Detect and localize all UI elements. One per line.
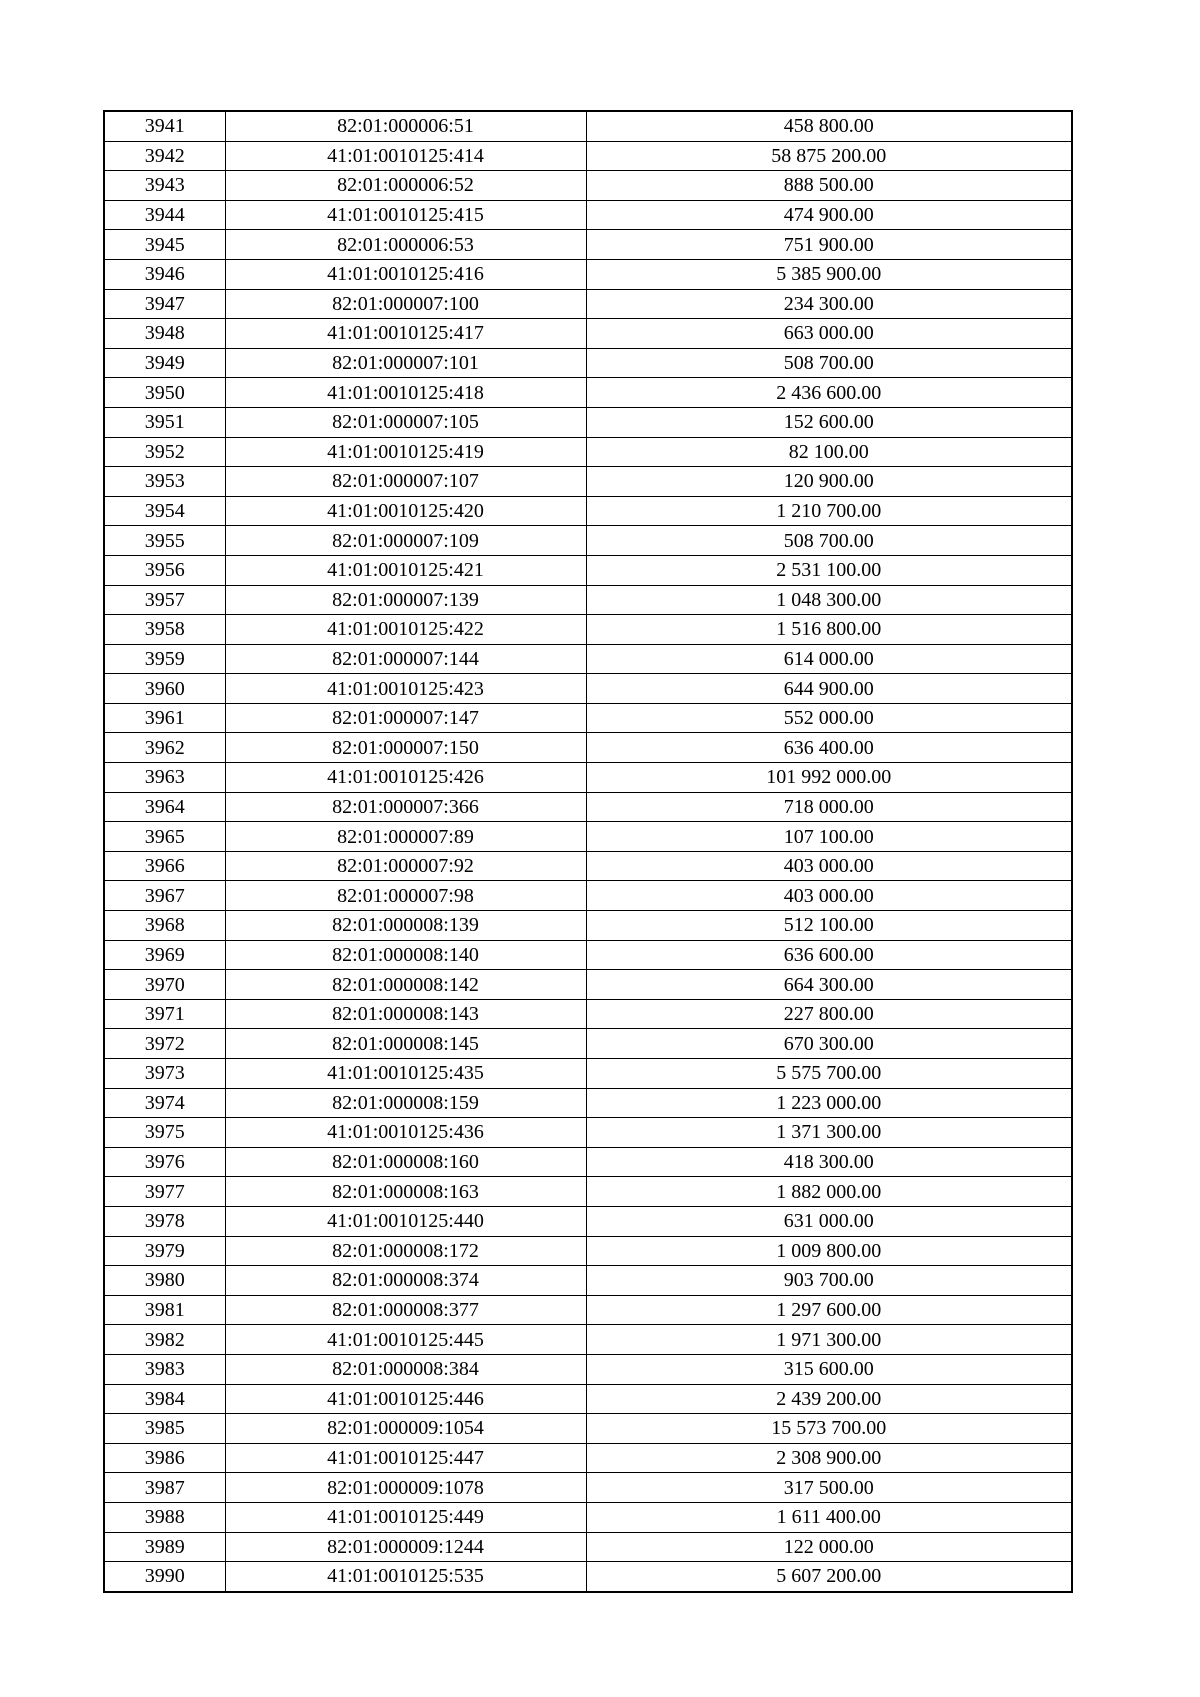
table-row (104, 940, 1072, 970)
cadastral-number-cell: 41:01:0010125:418 (225, 378, 586, 408)
cadastral-number-cell: 82:01:000007:366 (225, 792, 586, 822)
cadastral-number-cell: 82:01:000007:109 (225, 526, 586, 556)
table-row (104, 1059, 1072, 1089)
row-number-cell: 3975 (104, 1118, 225, 1148)
value-cell: 1 882 000.00 (586, 1177, 1072, 1207)
table-row (104, 1266, 1072, 1296)
cadastral-number-cell: 82:01:000007:89 (225, 822, 586, 852)
row-number-cell: 3963 (104, 763, 225, 793)
row-number-cell: 3986 (104, 1443, 225, 1473)
table-row (104, 200, 1072, 230)
row-number-cell: 3983 (104, 1354, 225, 1384)
table-row (104, 1177, 1072, 1207)
value-cell: 2 308 900.00 (586, 1443, 1072, 1473)
row-number-cell: 3952 (104, 437, 225, 467)
cadastral-number-cell: 82:01:000007:105 (225, 407, 586, 437)
row-number-cell: 3972 (104, 1029, 225, 1059)
value-cell: 120 900.00 (586, 467, 1072, 497)
value-cell: 234 300.00 (586, 289, 1072, 319)
row-number-cell: 3980 (104, 1266, 225, 1296)
cadastral-number-cell: 82:01:000007:92 (225, 851, 586, 881)
cadastral-number-cell: 41:01:0010125:435 (225, 1059, 586, 1089)
row-number-cell: 3960 (104, 674, 225, 704)
cadastral-number-cell: 41:01:0010125:416 (225, 259, 586, 289)
cadastral-number-cell: 82:01:000008:143 (225, 999, 586, 1029)
row-number-cell: 3984 (104, 1384, 225, 1414)
table-row (104, 1414, 1072, 1444)
value-cell: 5 575 700.00 (586, 1059, 1072, 1089)
row-number-cell: 3953 (104, 467, 225, 497)
value-cell: 458 800.00 (586, 111, 1072, 141)
cadastral-number-cell: 82:01:000008:377 (225, 1295, 586, 1325)
row-number-cell: 3959 (104, 644, 225, 674)
table-row (104, 1118, 1072, 1148)
value-cell: 1 297 600.00 (586, 1295, 1072, 1325)
row-number-cell: 3988 (104, 1502, 225, 1532)
value-cell: 903 700.00 (586, 1266, 1072, 1296)
table-row (104, 1532, 1072, 1562)
table-body (104, 111, 1072, 1592)
cadastral-number-cell: 41:01:0010125:415 (225, 200, 586, 230)
table-row (104, 615, 1072, 645)
table-row (104, 1562, 1072, 1592)
value-cell: 718 000.00 (586, 792, 1072, 822)
value-cell: 614 000.00 (586, 644, 1072, 674)
row-number-cell: 3990 (104, 1562, 225, 1592)
row-number-cell: 3976 (104, 1147, 225, 1177)
value-cell: 474 900.00 (586, 200, 1072, 230)
table-row (104, 348, 1072, 378)
value-cell: 1 971 300.00 (586, 1325, 1072, 1355)
cadastral-number-cell: 82:01:000007:101 (225, 348, 586, 378)
cadastral-number-cell: 82:01:000007:147 (225, 703, 586, 733)
row-number-cell: 3949 (104, 348, 225, 378)
cadastral-number-cell: 41:01:0010125:436 (225, 1118, 586, 1148)
table-row (104, 763, 1072, 793)
cadastral-number-cell: 41:01:0010125:445 (225, 1325, 586, 1355)
value-cell: 15 573 700.00 (586, 1414, 1072, 1444)
row-number-cell: 3947 (104, 289, 225, 319)
row-number-cell: 3979 (104, 1236, 225, 1266)
cadastral-number-cell: 41:01:0010125:449 (225, 1502, 586, 1532)
row-number-cell: 3968 (104, 911, 225, 941)
table-row (104, 1384, 1072, 1414)
cadastral-number-cell: 82:01:000007:100 (225, 289, 586, 319)
row-number-cell: 3945 (104, 230, 225, 260)
value-cell: 82 100.00 (586, 437, 1072, 467)
cadastral-number-cell: 41:01:0010125:440 (225, 1206, 586, 1236)
row-number-cell: 3969 (104, 940, 225, 970)
cadastral-number-cell: 82:01:000006:51 (225, 111, 586, 141)
table-row (104, 881, 1072, 911)
cadastral-number-cell: 82:01:000008:140 (225, 940, 586, 970)
value-cell: 403 000.00 (586, 881, 1072, 911)
value-cell: 315 600.00 (586, 1354, 1072, 1384)
row-number-cell: 3981 (104, 1295, 225, 1325)
row-number-cell: 3965 (104, 822, 225, 852)
table-row (104, 526, 1072, 556)
row-number-cell: 3956 (104, 555, 225, 585)
cadastral-number-cell: 82:01:000008:145 (225, 1029, 586, 1059)
cadastral-number-cell: 41:01:0010125:421 (225, 555, 586, 585)
cadastral-number-cell: 82:01:000008:172 (225, 1236, 586, 1266)
row-number-cell: 3973 (104, 1059, 225, 1089)
table-row (104, 555, 1072, 585)
table-row (104, 822, 1072, 852)
row-number-cell: 3970 (104, 970, 225, 1000)
value-cell: 2 531 100.00 (586, 555, 1072, 585)
table-row (104, 141, 1072, 171)
value-cell: 317 500.00 (586, 1473, 1072, 1503)
table-row (104, 467, 1072, 497)
value-cell: 5 607 200.00 (586, 1562, 1072, 1592)
value-cell: 508 700.00 (586, 348, 1072, 378)
cadastral-number-cell: 41:01:0010125:419 (225, 437, 586, 467)
row-number-cell: 3967 (104, 881, 225, 911)
cadastral-number-cell: 82:01:000008:142 (225, 970, 586, 1000)
table-row (104, 911, 1072, 941)
row-number-cell: 3977 (104, 1177, 225, 1207)
value-cell: 1 371 300.00 (586, 1118, 1072, 1148)
value-cell: 1 611 400.00 (586, 1502, 1072, 1532)
row-number-cell: 3957 (104, 585, 225, 615)
table-row (104, 792, 1072, 822)
cadastral-number-cell: 82:01:000007:139 (225, 585, 586, 615)
value-cell: 631 000.00 (586, 1206, 1072, 1236)
row-number-cell: 3946 (104, 259, 225, 289)
cadastral-number-cell: 82:01:000007:150 (225, 733, 586, 763)
value-cell: 5 385 900.00 (586, 259, 1072, 289)
cadastral-number-cell: 82:01:000008:163 (225, 1177, 586, 1207)
table-row (104, 851, 1072, 881)
table-row (104, 1473, 1072, 1503)
row-number-cell: 3989 (104, 1532, 225, 1562)
table-row (104, 970, 1072, 1000)
value-cell: 403 000.00 (586, 851, 1072, 881)
row-number-cell: 3974 (104, 1088, 225, 1118)
table-row (104, 644, 1072, 674)
row-number-cell: 3942 (104, 141, 225, 171)
value-cell: 122 000.00 (586, 1532, 1072, 1562)
table-row (104, 496, 1072, 526)
table-row (104, 1147, 1072, 1177)
value-cell: 552 000.00 (586, 703, 1072, 733)
value-cell: 663 000.00 (586, 319, 1072, 349)
value-cell: 1 516 800.00 (586, 615, 1072, 645)
cadastral-number-cell: 41:01:0010125:426 (225, 763, 586, 793)
cadastral-number-cell: 41:01:0010125:422 (225, 615, 586, 645)
row-number-cell: 3964 (104, 792, 225, 822)
value-cell: 636 600.00 (586, 940, 1072, 970)
row-number-cell: 3941 (104, 111, 225, 141)
cadastral-number-cell: 82:01:000007:98 (225, 881, 586, 911)
value-cell: 751 900.00 (586, 230, 1072, 260)
table-row (104, 703, 1072, 733)
row-number-cell: 3958 (104, 615, 225, 645)
value-cell: 58 875 200.00 (586, 141, 1072, 171)
cadastral-number-cell: 82:01:000008:159 (225, 1088, 586, 1118)
row-number-cell: 3966 (104, 851, 225, 881)
cadastral-number-cell: 82:01:000008:139 (225, 911, 586, 941)
table-row (104, 1029, 1072, 1059)
row-number-cell: 3961 (104, 703, 225, 733)
cadastral-number-cell: 41:01:0010125:420 (225, 496, 586, 526)
table-row (104, 289, 1072, 319)
value-cell: 227 800.00 (586, 999, 1072, 1029)
value-cell: 2 436 600.00 (586, 378, 1072, 408)
row-number-cell: 3954 (104, 496, 225, 526)
value-cell: 152 600.00 (586, 407, 1072, 437)
row-number-cell: 3948 (104, 319, 225, 349)
cadastral-number-cell: 82:01:000008:160 (225, 1147, 586, 1177)
cadastral-number-cell: 82:01:000006:53 (225, 230, 586, 260)
table-row (104, 407, 1072, 437)
value-cell: 644 900.00 (586, 674, 1072, 704)
table-row (104, 378, 1072, 408)
table-row (104, 111, 1072, 141)
table-row (104, 1206, 1072, 1236)
cadastral-number-cell: 82:01:000007:144 (225, 644, 586, 674)
row-number-cell: 3985 (104, 1414, 225, 1444)
table-row (104, 1236, 1072, 1266)
cadastral-number-cell: 82:01:000009:1054 (225, 1414, 586, 1444)
table-row (104, 319, 1072, 349)
table-row (104, 999, 1072, 1029)
cadastral-number-cell: 82:01:000007:107 (225, 467, 586, 497)
value-cell: 1 223 000.00 (586, 1088, 1072, 1118)
value-cell: 512 100.00 (586, 911, 1072, 941)
table-row (104, 1088, 1072, 1118)
cadastral-number-cell: 41:01:0010125:417 (225, 319, 586, 349)
cadastral-value-table (103, 110, 1073, 1593)
value-cell: 418 300.00 (586, 1147, 1072, 1177)
table-row (104, 1325, 1072, 1355)
cadastral-number-cell: 82:01:000008:374 (225, 1266, 586, 1296)
table-row (104, 259, 1072, 289)
row-number-cell: 3950 (104, 378, 225, 408)
value-cell: 1 009 800.00 (586, 1236, 1072, 1266)
table-row (104, 733, 1072, 763)
value-cell: 888 500.00 (586, 171, 1072, 201)
row-number-cell: 3944 (104, 200, 225, 230)
table-row (104, 437, 1072, 467)
table-row (104, 230, 1072, 260)
row-number-cell: 3951 (104, 407, 225, 437)
cadastral-number-cell: 82:01:000009:1244 (225, 1532, 586, 1562)
cadastral-number-cell: 82:01:000008:384 (225, 1354, 586, 1384)
row-number-cell: 3982 (104, 1325, 225, 1355)
value-cell: 2 439 200.00 (586, 1384, 1072, 1414)
row-number-cell: 3962 (104, 733, 225, 763)
row-number-cell: 3987 (104, 1473, 225, 1503)
table-row (104, 1295, 1072, 1325)
value-cell: 101 992 000.00 (586, 763, 1072, 793)
cadastral-number-cell: 41:01:0010125:414 (225, 141, 586, 171)
cadastral-number-cell: 41:01:0010125:535 (225, 1562, 586, 1592)
value-cell: 670 300.00 (586, 1029, 1072, 1059)
cadastral-number-cell: 41:01:0010125:446 (225, 1384, 586, 1414)
cadastral-number-cell: 82:01:000009:1078 (225, 1473, 586, 1503)
table-row (104, 674, 1072, 704)
table-row (104, 1502, 1072, 1532)
row-number-cell: 3943 (104, 171, 225, 201)
value-cell: 508 700.00 (586, 526, 1072, 556)
table-row (104, 171, 1072, 201)
value-cell: 664 300.00 (586, 970, 1072, 1000)
table-row (104, 1354, 1072, 1384)
row-number-cell: 3955 (104, 526, 225, 556)
value-cell: 636 400.00 (586, 733, 1072, 763)
cadastral-number-cell: 41:01:0010125:447 (225, 1443, 586, 1473)
cadastral-number-cell: 82:01:000006:52 (225, 171, 586, 201)
table-row (104, 585, 1072, 615)
row-number-cell: 3971 (104, 999, 225, 1029)
row-number-cell: 3978 (104, 1206, 225, 1236)
cadastral-number-cell: 41:01:0010125:423 (225, 674, 586, 704)
value-cell: 107 100.00 (586, 822, 1072, 852)
value-cell: 1 210 700.00 (586, 496, 1072, 526)
value-cell: 1 048 300.00 (586, 585, 1072, 615)
table-row (104, 1443, 1072, 1473)
